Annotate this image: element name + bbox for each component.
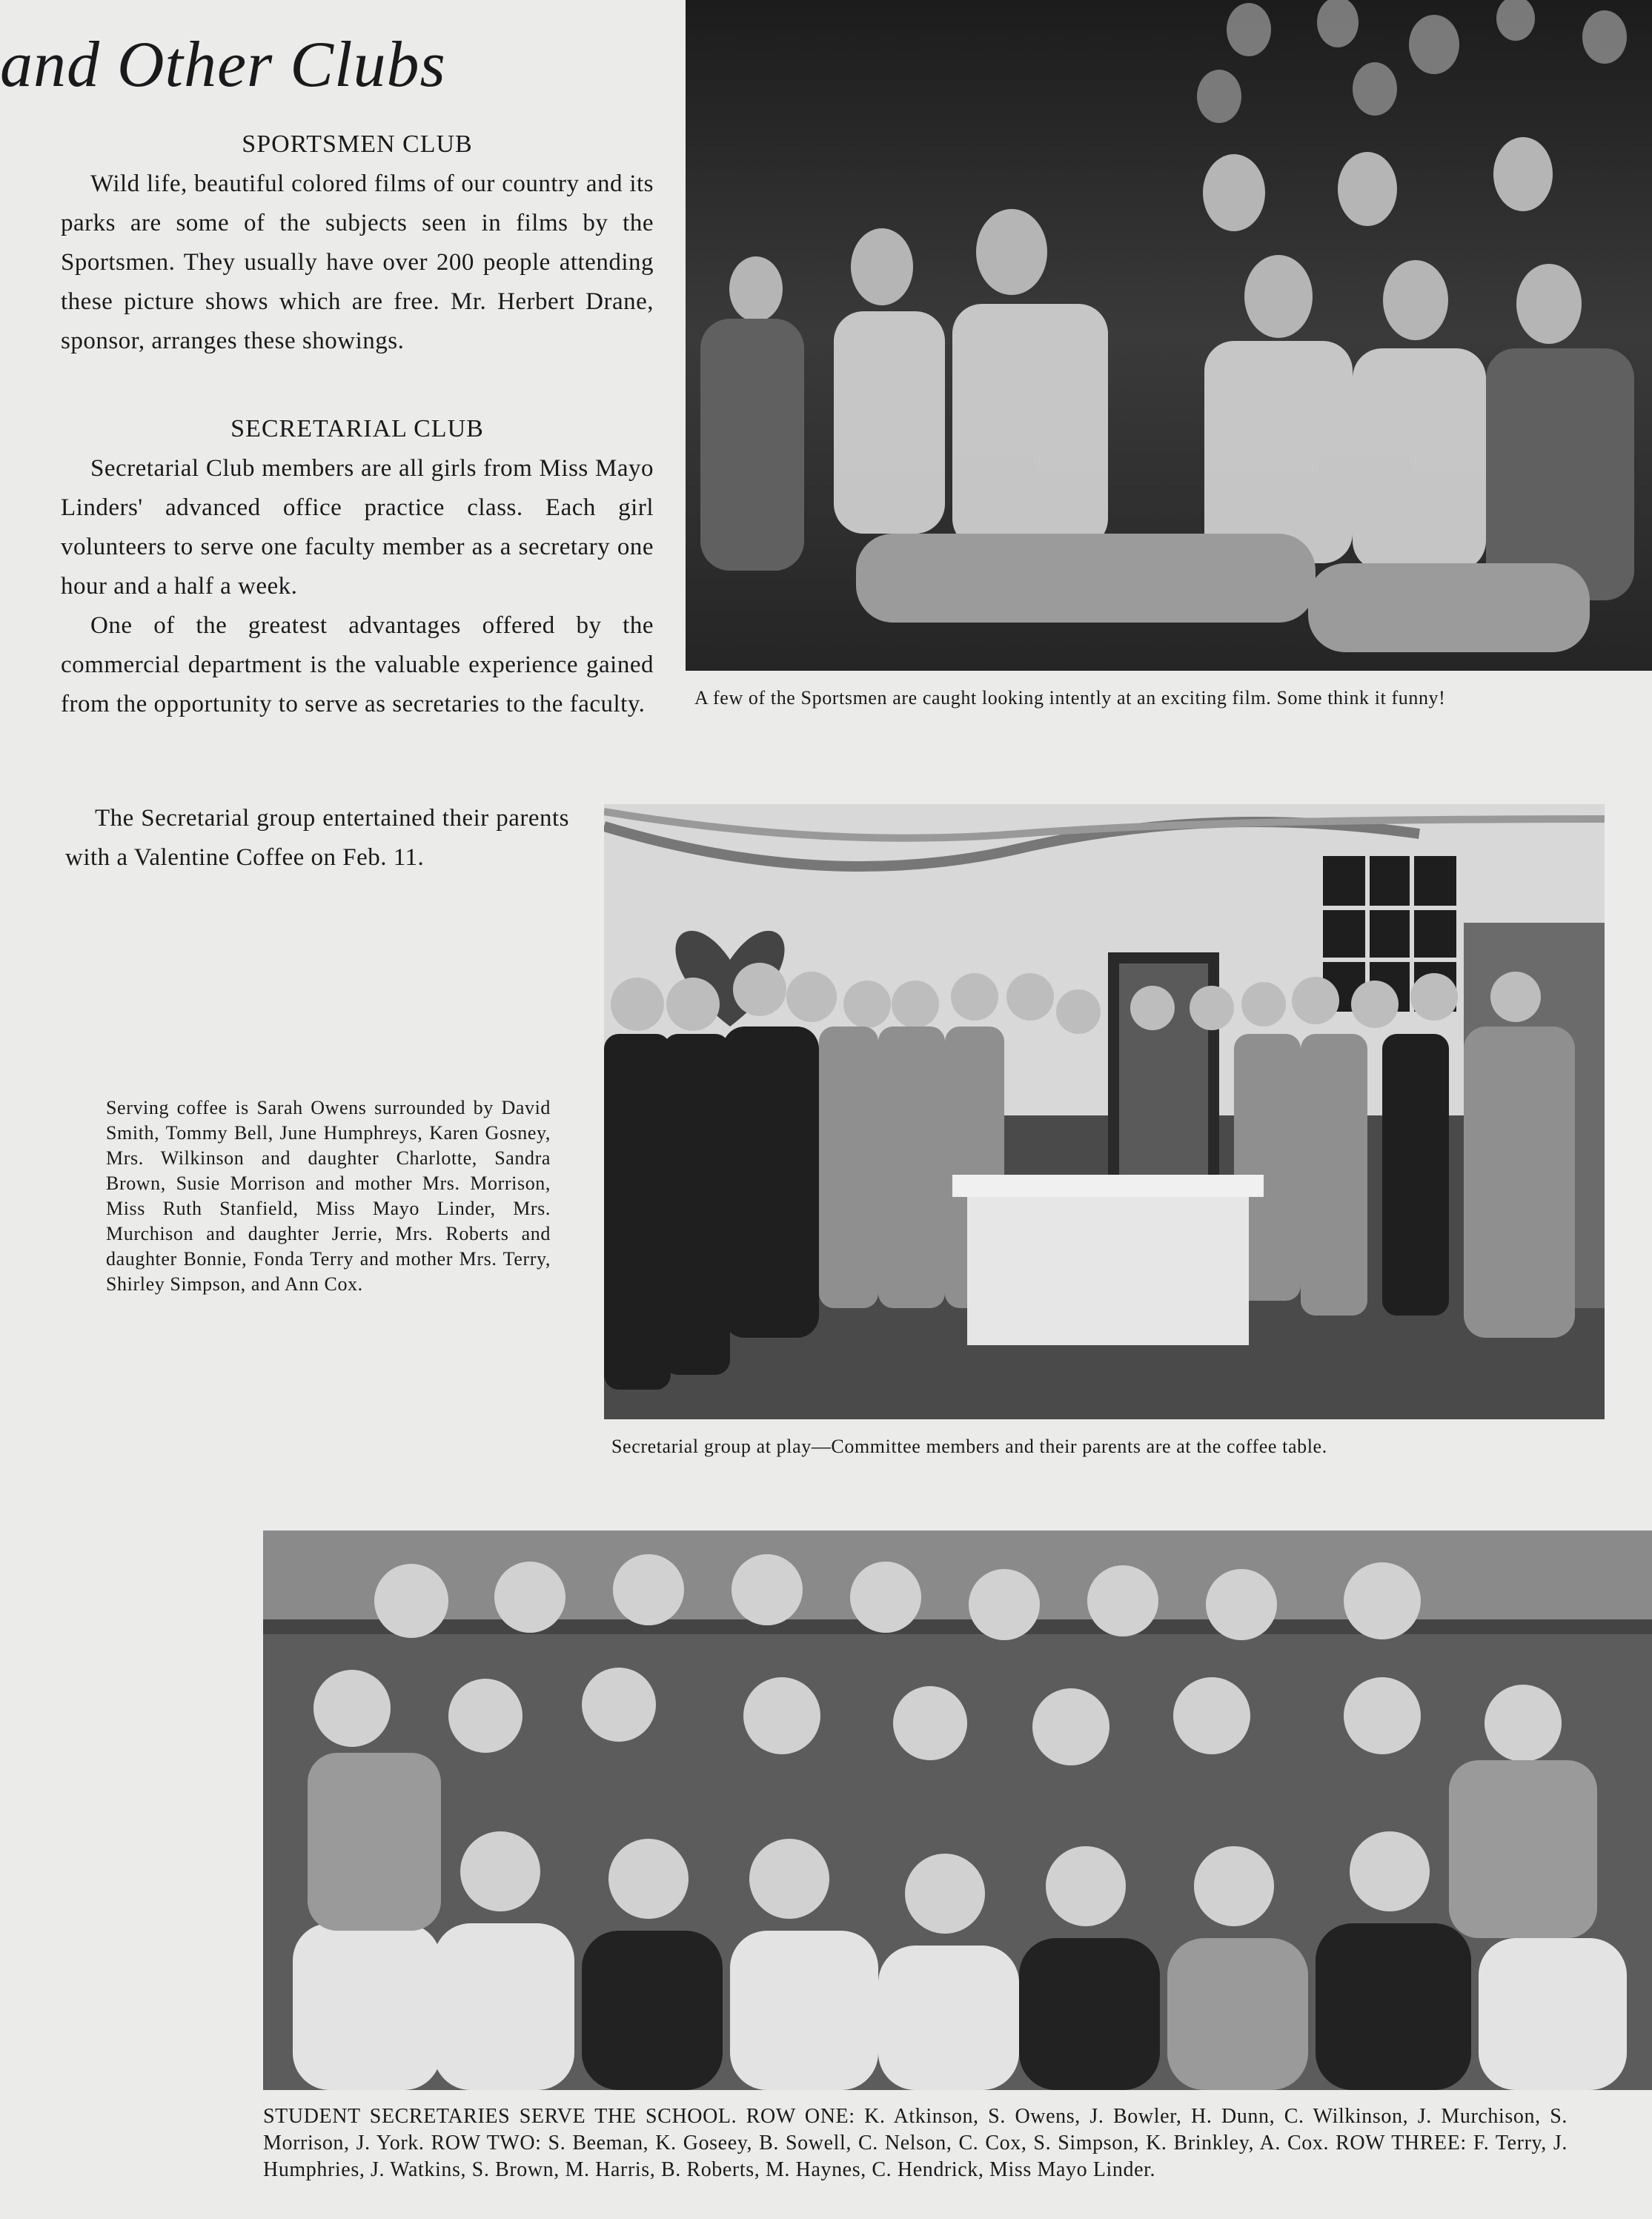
secretarial-club-section bbox=[61, 417, 654, 724]
secretarial-club-para-3: The Secretarial group entertained their parents with a Valentine Coffee on Feb. 11. bbox=[65, 805, 569, 871]
sportsmen-club-body: Wild life, beautiful colored films of our country and its parks are some of the subjects seen in films by the Sportsmen. They usually have over 200 people attending these picture shows which are free. Mr. Herbert Drane, sponsor, arranges these showings. bbox=[61, 170, 654, 354]
student-secretaries-photo bbox=[263, 1530, 1652, 2090]
secretarial-club-para-3-block bbox=[65, 799, 569, 878]
page-heading: and Other Clubs bbox=[0, 29, 446, 101]
sportsmen-club-section bbox=[61, 132, 654, 361]
sportsmen-photo bbox=[686, 0, 1652, 671]
coffee-side-caption: Serving coffee is Sarah Owens surrounded by David Smith, Tommy Bell, June Humphreys, Karen Gosney, Mrs. Wilkinson and daughter Charlotte, Sandra Brown, Susie Morrison and mother Mrs. Morrison, Miss Ruth Stanfield, Miss Mayo Linder, Mrs. Murchison and daughter Jerrie, Mrs. Roberts and daughter Bonnie, Fonda Terry and mother Mrs. Terry, Shirley Simpson, and Ann Cox. bbox=[106, 1097, 551, 1295]
secretarial-club-title: SECRETARIAL CLUB bbox=[230, 415, 484, 442]
coffee-photo-caption: Secretarial group at play—Committee members and their parents are at the coffee table. bbox=[611, 1436, 1327, 1457]
sportsmen-photo-caption: A few of the Sportsmen are caught looking intently at an exciting film. Some think it funny! bbox=[694, 687, 1446, 709]
group-photo-caption: STUDENT SECRETARIES SERVE THE SCHOOL. ROW ONE: K. Atkinson, S. Owens, J. Bowler, H. Dunn, C. Wilkinson, J. Murchison, S. Morrison, J. York. ROW TWO: S. Beeman, K. Goseey, B. Sowell, C. Nelson, C. Cox, S. Simpson, K. Brinkley, A. Cox. ROW THREE: F. Terry, J. Humphries, J. Watkins, S. Brown, M. Harris, B. Roberts, M. Haynes, C. Hendrick, Miss Mayo Linder. bbox=[263, 2105, 1568, 2181]
secretarial-club-para-2: One of the greatest advantages offered by the commercial department is the valuable experience gained from the opportunity to serve as secretaries to the faculty. bbox=[61, 612, 654, 717]
valentine-coffee-photo bbox=[604, 804, 1605, 1419]
sportsmen-club-title: SPORTSMEN CLUB bbox=[242, 130, 473, 158]
secretarial-club-para-1: Secretarial Club members are all girls from Miss Mayo Linders' advanced office practice class. Each girl volunteers to serve one faculty member as a secretary one hour and a half a week. bbox=[61, 455, 654, 600]
